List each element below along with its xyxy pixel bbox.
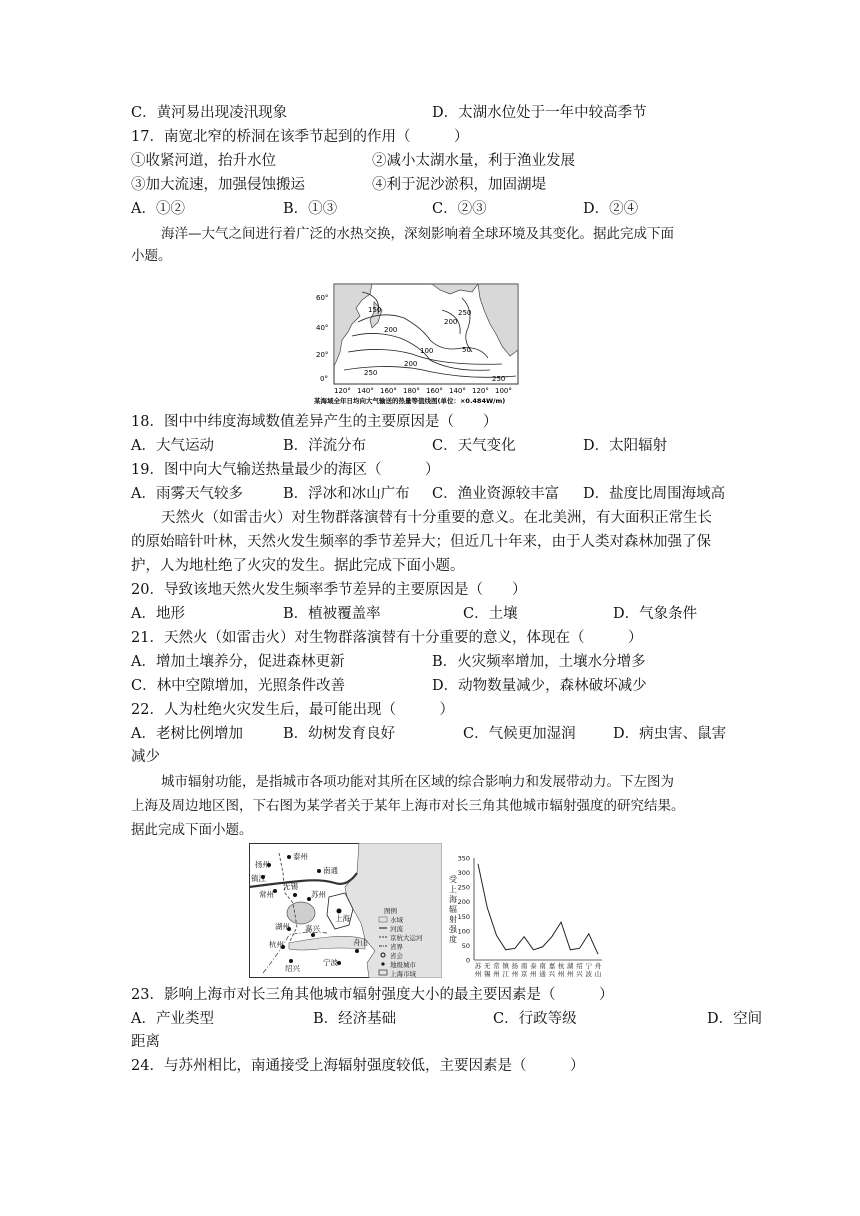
x-tick-char: 扬 bbox=[511, 962, 519, 970]
radiation-intensity-chart bbox=[448, 852, 608, 982]
x-tick-char: 山 bbox=[594, 970, 602, 978]
q24-stem: 24．与苏州相比，南通接受上海辐射强度较低，主要因素是（ ） bbox=[131, 1058, 585, 1074]
passage1-line2: 小题。 bbox=[131, 248, 172, 264]
lon-label: 140° bbox=[357, 387, 374, 395]
q19-option-a: A．雨雾天气较多 bbox=[131, 486, 243, 502]
x-tick-label bbox=[549, 961, 556, 978]
x-tick-char: 州 bbox=[511, 970, 519, 978]
q18-option-c: C．天气变化 bbox=[432, 438, 516, 454]
y-tick-label: 250 bbox=[457, 883, 470, 892]
q23-option-d-continued: 距离 bbox=[131, 1034, 160, 1050]
map-city-label: 泰州 bbox=[293, 852, 308, 861]
q22-option-d-continued: 减少 bbox=[131, 749, 160, 765]
map-city-label: 舟山 bbox=[353, 938, 368, 947]
x-tick-char: 京 bbox=[520, 970, 528, 978]
lon-label: 160° bbox=[380, 387, 397, 395]
q16-option-c: C．黄河易出现凌汛现象 bbox=[131, 105, 288, 121]
x-tick-char: 常 bbox=[493, 962, 500, 970]
legend-item: 河流 bbox=[390, 925, 403, 933]
map-city-label: 无锡 bbox=[283, 882, 298, 891]
q23-option-b: B．经济基础 bbox=[313, 1011, 397, 1027]
lat-label: 60° bbox=[316, 294, 329, 302]
contour-label: 50 bbox=[462, 346, 471, 354]
x-tick-char: 杭 bbox=[557, 962, 565, 970]
x-tick-char: 湖 bbox=[567, 962, 574, 970]
x-tick-char: 州 bbox=[530, 970, 537, 978]
q22-stem: 22．人为杜绝火灾发生后，最可能出现（ ） bbox=[131, 702, 454, 718]
x-tick-char: 无 bbox=[483, 962, 491, 970]
map-city-label: 苏州 bbox=[311, 890, 326, 899]
map-city-label: 绍兴 bbox=[285, 964, 300, 973]
x-tick-label bbox=[539, 961, 546, 978]
passage2-line1: 天然火（如雷击火）对生物群落演替有十分重要的意义。在北美洲，有大面积正常生长 bbox=[161, 510, 712, 526]
lon-label: 180° bbox=[403, 387, 420, 395]
legend-item: 地级城市 bbox=[390, 961, 416, 969]
map-city-label: 杭州 bbox=[269, 940, 284, 949]
legend-item: 水域 bbox=[390, 916, 403, 924]
contour-label: 250 bbox=[492, 375, 506, 383]
y-axis-title-char: 射 bbox=[449, 915, 457, 924]
x-tick-label bbox=[484, 962, 491, 978]
x-tick-char: 南 bbox=[539, 962, 546, 970]
contour-label: 200 bbox=[384, 326, 398, 334]
q23-option-a: A．产业类型 bbox=[131, 1011, 214, 1027]
q21-stem: 21．天然火（如雷击火）对生物群落演替有十分重要的意义，体现在（ ） bbox=[131, 630, 643, 646]
x-tick-char: 泰 bbox=[530, 962, 537, 970]
x-tick-char: 南 bbox=[520, 962, 528, 970]
lat-label: 20° bbox=[316, 351, 329, 359]
q17-statement-4: ④利于泥沙淤积，加固湖堤 bbox=[372, 177, 546, 193]
q18-option-a: A．大气运动 bbox=[131, 438, 214, 454]
map-city-label: 上海 bbox=[335, 914, 350, 923]
x-tick-char: 波 bbox=[585, 970, 593, 978]
q18-option-b: B．洋流分布 bbox=[283, 438, 367, 454]
legend-title: 图例 bbox=[384, 907, 397, 915]
map-city-label: 常州 bbox=[259, 890, 274, 899]
passage3-line2: 上海及周边地区图，下右图为某学者关于某年上海市对长三角其他城市辐射强度的研究结果。 bbox=[131, 798, 685, 814]
q20-option-a: A．地形 bbox=[131, 606, 185, 622]
x-tick-label bbox=[493, 961, 500, 978]
map-city-label: 镇江 bbox=[251, 874, 266, 883]
q20-option-d: D．气象条件 bbox=[613, 606, 698, 622]
contour-label: 100 bbox=[420, 347, 434, 355]
q20-stem: 20．导致该地天然火发生频率季节差异的主要原因是（ ） bbox=[131, 582, 527, 598]
map-city-label: 嘉兴 bbox=[305, 924, 320, 933]
x-tick-char: 锡 bbox=[483, 970, 491, 978]
x-tick-label bbox=[512, 961, 519, 978]
map-city-label: 扬州 bbox=[255, 860, 270, 869]
y-tick-label: 200 bbox=[457, 898, 470, 907]
x-tick-label bbox=[595, 961, 602, 978]
x-tick-char: 镇 bbox=[502, 962, 509, 970]
q23-option-c: C．行政等级 bbox=[493, 1011, 577, 1027]
y-tick-label: 300 bbox=[457, 869, 470, 878]
q17-option-a: A．①② bbox=[131, 201, 185, 217]
q21-option-c: C．林中空隙增加，光照条件改善 bbox=[131, 678, 346, 694]
q18-stem: 18．图中中纬度海域数值差异产生的主要原因是（ ） bbox=[131, 414, 498, 430]
q21-option-d: D．动物数量减少，森林破坏减少 bbox=[432, 678, 647, 694]
y-axis-title-char: 受 bbox=[449, 875, 457, 884]
x-tick-label bbox=[521, 961, 528, 978]
q20-option-b: B．植被覆盖率 bbox=[283, 606, 381, 622]
q17-option-c: C．②③ bbox=[432, 201, 487, 217]
q22-option-c: C．气候更加湿润 bbox=[463, 726, 576, 742]
y-axis-title-char: 海 bbox=[449, 895, 457, 904]
q19-option-c: C．渔业资源较丰富 bbox=[432, 486, 560, 502]
passage1-line1: 海洋—大气之间进行着广泛的水热交换，深刻影响着全球环境及其变化。据此完成下面 bbox=[161, 226, 674, 242]
x-tick-char: 兴 bbox=[576, 970, 583, 978]
y-axis-title-char: 上 bbox=[449, 885, 457, 894]
y-axis-title-char: 辐 bbox=[449, 905, 457, 914]
lat-label: 40° bbox=[316, 324, 329, 332]
x-tick-char: 舟 bbox=[594, 962, 602, 970]
q22-option-a: A．老树比例增加 bbox=[131, 726, 243, 742]
q21-option-a: A．增加土壤养分，促进森林更新 bbox=[131, 654, 345, 670]
x-tick-label bbox=[475, 961, 482, 978]
heat-flux-contour-map bbox=[312, 280, 524, 405]
x-tick-char: 通 bbox=[539, 970, 546, 978]
q22-option-b: B．幼树发育良好 bbox=[283, 726, 396, 742]
lon-label: 120° bbox=[334, 387, 351, 395]
x-tick-char: 宁 bbox=[585, 962, 593, 970]
q19-option-d: D．盐度比周围海域高 bbox=[583, 486, 726, 502]
contour-label: 250 bbox=[458, 309, 472, 317]
x-tick-label bbox=[576, 962, 583, 978]
q23-stem: 23．影响上海市对长三角其他城市辐射强度大小的最主要因素是（ ） bbox=[131, 987, 614, 1003]
q17-option-d: D．②④ bbox=[583, 201, 639, 217]
q17-statement-1: ①收紧河道，抬升水位 bbox=[131, 153, 276, 169]
x-tick-char: 州 bbox=[557, 970, 565, 978]
q23-option-d: D．空间 bbox=[707, 1011, 763, 1027]
figure-caption: 某海域全年日均向大气输送的热量等值线图(单位：×0.484W/m) bbox=[314, 397, 506, 405]
contour-label: 200 bbox=[404, 360, 418, 368]
lon-label: 160° bbox=[426, 387, 443, 395]
contour-label: 250 bbox=[364, 369, 378, 377]
passage3-line1: 城市辐射功能，是指城市各项功能对其所在区域的综合影响力和发展带动力。下左图为 bbox=[161, 774, 674, 790]
y-tick-label: 150 bbox=[457, 912, 470, 921]
shanghai-region-map bbox=[249, 843, 442, 978]
q16-option-d: D．太湖水位处于一年中较高季节 bbox=[432, 105, 647, 121]
x-tick-label bbox=[586, 961, 593, 978]
q17-option-b: B．①③ bbox=[283, 201, 338, 217]
map-city-label: 宁波 bbox=[323, 958, 338, 967]
contour-label: 200 bbox=[444, 318, 458, 326]
y-axis-title-char: 强 bbox=[449, 925, 457, 934]
lon-label: 120° bbox=[472, 387, 489, 395]
x-tick-char: 苏 bbox=[474, 962, 482, 970]
legend-item: 京杭大运河 bbox=[390, 934, 423, 942]
x-tick-char: 州 bbox=[474, 970, 482, 978]
passage2-line2: 的原始暗针叶林，天然火发生频率的季节差异大；但近几十年来，由于人类对森林加强了保 bbox=[131, 534, 711, 550]
x-tick-char: 绍 bbox=[576, 962, 583, 970]
passage2-line3: 护，人为地杜绝了火灾的发生。据此完成下面小题。 bbox=[131, 558, 465, 574]
x-tick-label bbox=[567, 961, 574, 978]
map-city-label: 南通 bbox=[323, 866, 338, 875]
y-axis-title-char: 度 bbox=[449, 935, 457, 944]
q22-option-d: D．病虫害、鼠害 bbox=[613, 726, 727, 742]
x-tick-char: 州 bbox=[567, 970, 574, 978]
q19-stem: 19．图中向大气输送热量最少的海区（ ） bbox=[131, 462, 440, 478]
q17-statement-2: ②减小太湖水量，利于渔业发展 bbox=[372, 153, 575, 169]
q18-option-d: D．太阳辐射 bbox=[583, 438, 668, 454]
q20-option-c: C．土壤 bbox=[463, 606, 518, 622]
y-tick-label: 100 bbox=[457, 927, 470, 936]
q17-stem: 17．南宽北窄的桥洞在该季节起到的作用（ ） bbox=[131, 129, 469, 145]
x-tick-label bbox=[502, 961, 509, 978]
q21-option-b: B．火灾频率增加，土壤水分增多 bbox=[432, 654, 646, 670]
legend-item: 省会 bbox=[390, 952, 403, 960]
x-tick-char: 兴 bbox=[548, 970, 556, 978]
x-tick-char: 江 bbox=[502, 970, 509, 978]
lon-label: 140° bbox=[449, 387, 466, 395]
lon-label: 100° bbox=[495, 387, 512, 395]
map-city-label: 湖州 bbox=[275, 922, 290, 931]
q19-option-b: B．浮冰和冰山广布 bbox=[283, 486, 410, 502]
x-tick-char: 州 bbox=[493, 970, 500, 978]
x-tick-char: 嘉 bbox=[548, 962, 556, 970]
q17-statement-3: ③加大流速，加强侵蚀搬运 bbox=[131, 177, 305, 193]
y-tick-label: 50 bbox=[461, 941, 470, 950]
legend-item: 省界 bbox=[390, 943, 403, 951]
y-tick-label: 0 bbox=[465, 956, 470, 965]
x-tick-label bbox=[558, 961, 565, 978]
x-tick-label bbox=[530, 961, 537, 978]
legend-item: 上海市域 bbox=[390, 970, 416, 978]
lat-label: 0° bbox=[320, 375, 328, 383]
series-line bbox=[478, 864, 598, 954]
passage3-line3: 据此完成下面小题。 bbox=[131, 822, 253, 838]
y-tick-label: 350 bbox=[457, 854, 470, 863]
contour-label: 150 bbox=[368, 306, 382, 314]
